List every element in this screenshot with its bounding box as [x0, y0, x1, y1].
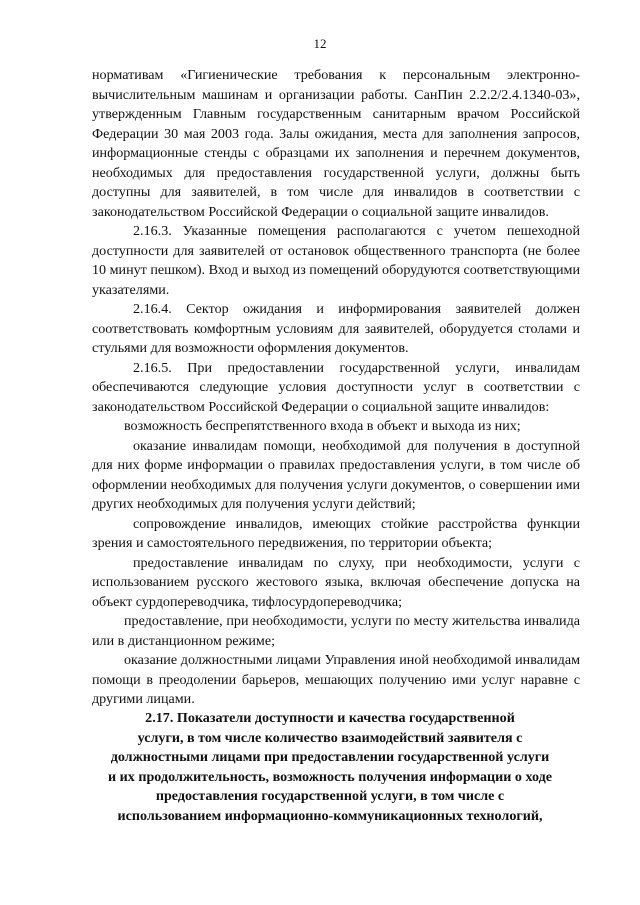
section-heading-2-17	[80, 709, 580, 826]
list-item: предоставление, при необходимости, услуги по месту жительства инвалида или в дистанционном режиме;	[92, 613, 580, 649]
heading-line: и их продолжительность, возможность получения информации о ходе	[108, 768, 552, 785]
list-item: оказание должностными лицами Управления иной необходимой инвалидам помощи в преодолении барьеров, мешающих получению ими услуг наравне с другими лицами.	[92, 652, 580, 707]
page-number: 12	[313, 36, 327, 51]
heading-line: 2.17. Показатели доступности и качества государственной	[145, 710, 515, 726]
heading-line: должностными лицами при предоставлении государственной услуги	[110, 749, 550, 765]
list-item: оказание инвалидам помощи, необходимой для получения в доступной для них форме информации о правилах предоставления услуги, в том числе об оформлении необходимых для получения услуги документов, о совершении ими других необходимых для получения услуги действий;	[92, 437, 580, 512]
heading-line: предоставления государственной услуги, в том числе с	[155, 788, 505, 804]
list-item: возможность беспрепятственного входа в объект и выхода из них;	[124, 418, 521, 434]
heading-line: использованием информационно-коммуникационных технологий,	[117, 807, 543, 824]
list-item: предоставление инвалидам по слуху, при необходимости, услуги с использованием русского жестового языка, включая обеспечение допуска на объект сурдопереводчика, тифлосурдопереводчика;	[92, 554, 580, 610]
list-item: сопровождение инвалидов, имеющих стойкие расстройства функции зрения и самостоятельного передвижения, по территории объекта;	[92, 515, 580, 551]
paragraph-2-16-5: 2.16.5. При предоставлении государственной услуги, инвалидам обеспечиваются следующие условия доступности услуг в соответствии с законодательством Российской Федерации о социальной защите инвалидов:	[92, 359, 580, 415]
paragraph-2-16-4: 2.16.4. Сектор ожидания и информирования заявителей должен соответствовать комфортным условиям для заявителей, оборудуется столами и стульями для возможности оформления документов.	[92, 301, 580, 356]
document-body	[92, 66, 580, 710]
paragraph-2-16-3: 2.16.3. Указанные помещения располагаются с учетом пешеходной доступности для заявителей от остановок общественного транспорта (не более 10 минут пешком). Вход и выход из помещений оборудуются соответствующими указателями.	[92, 223, 580, 298]
paragraph-continuation: нормативам «Гигиенические требования к персональным электронно-вычислительным машинам и организации работы. СанПин 2.2.2/2.4.1340-03», утвержденным Главным государственным санитарным врачом Российской Федерации 30 мая 2003 года. Залы ожидания, места для заполнения запросов, информационные стенды с образцами их заполнения и перечнем документов, необходимых для предоставления государственной услуги, должны быть доступны для заявителей, в том числе для инвалидов в соответствии с законодательством Российской Федерации о социальной защите инвалидов.	[92, 67, 580, 220]
heading-line: услуги, в том числе количество взаимодействий заявителя с	[137, 729, 523, 746]
